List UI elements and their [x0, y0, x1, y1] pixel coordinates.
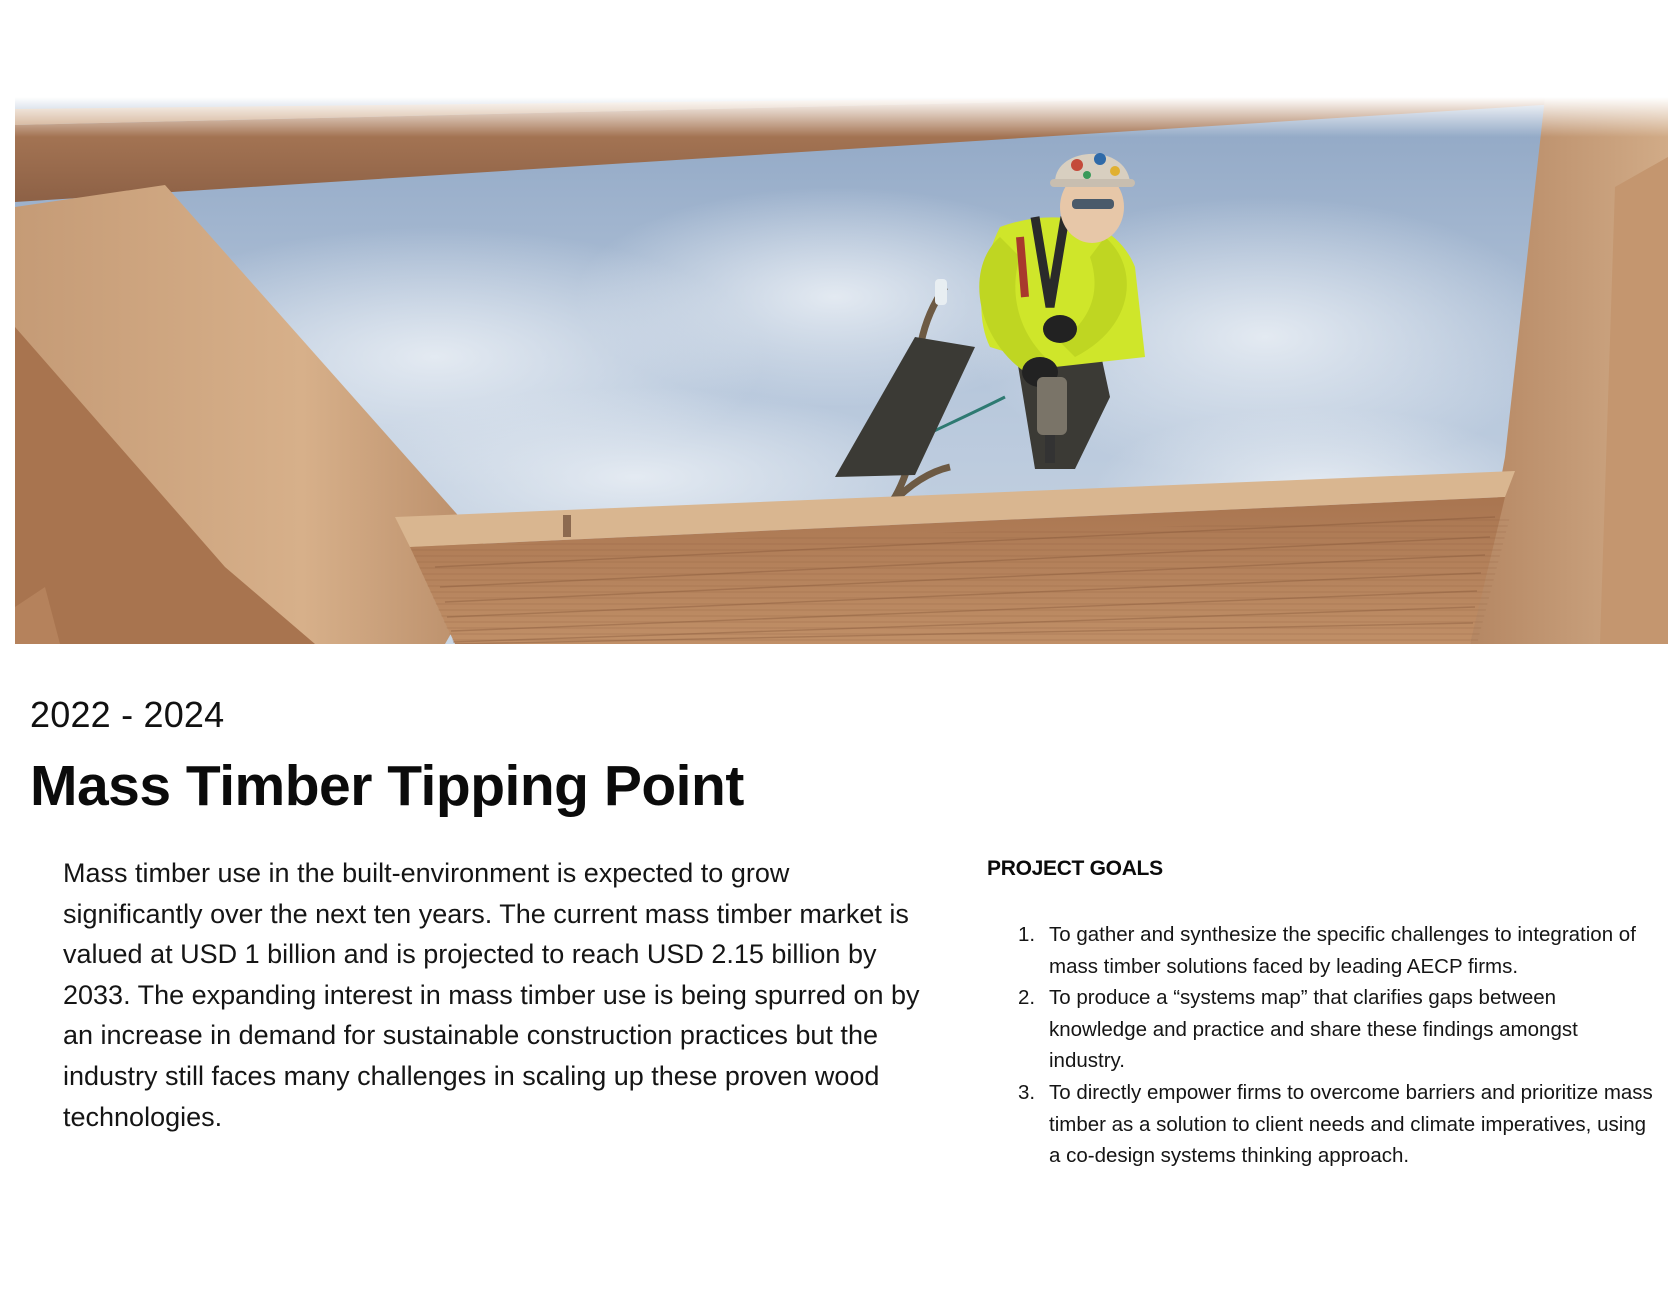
project-goals-section	[987, 855, 1657, 1168]
project-goals-list	[1018, 919, 1658, 1172]
goal-number: 3.	[1018, 1080, 1036, 1104]
goal-item-3	[1018, 1077, 1658, 1172]
goal-number: 2.	[1018, 986, 1036, 1010]
goal-text: To directly empower firms to overcome barriers and prioritize mass timber as a solution to client needs and climate imperatives, using a co-design systems thinking approach.	[1049, 1080, 1653, 1168]
project-goals-heading: PROJECT GOALS	[987, 857, 1163, 880]
goal-item-2	[1018, 982, 1658, 1077]
page-title: Mass Timber Tipping Point	[30, 754, 744, 818]
goal-text: To produce a “systems map” that clarifies gaps between knowledge and practice and share these findings amongst industry.	[1049, 986, 1578, 1073]
hero-image	[15, 97, 1668, 644]
construction-worker-on-timber-photo	[15, 97, 1668, 644]
goal-number: 1.	[1018, 923, 1036, 946]
goal-text: To gather and synthesize the specific challenges to integration of mass timber solutions faced by leading AECP firms.	[1049, 923, 1636, 978]
project-date-range: 2022 - 2024	[30, 694, 225, 735]
project-intro-paragraph: Mass timber use in the built-environment is expected to grow significantly over the next ten years. The current mass timber market is valued at USD 1 billion and is projected to reach USD 2.15 billion by 2033. The expanding interest in mass timber use is being spurred on by an increase in demand for sustainable construction practices but the industry still faces many challenges in scaling up these proven wood technologies.	[63, 858, 920, 1132]
goal-item-1	[1018, 919, 1658, 982]
